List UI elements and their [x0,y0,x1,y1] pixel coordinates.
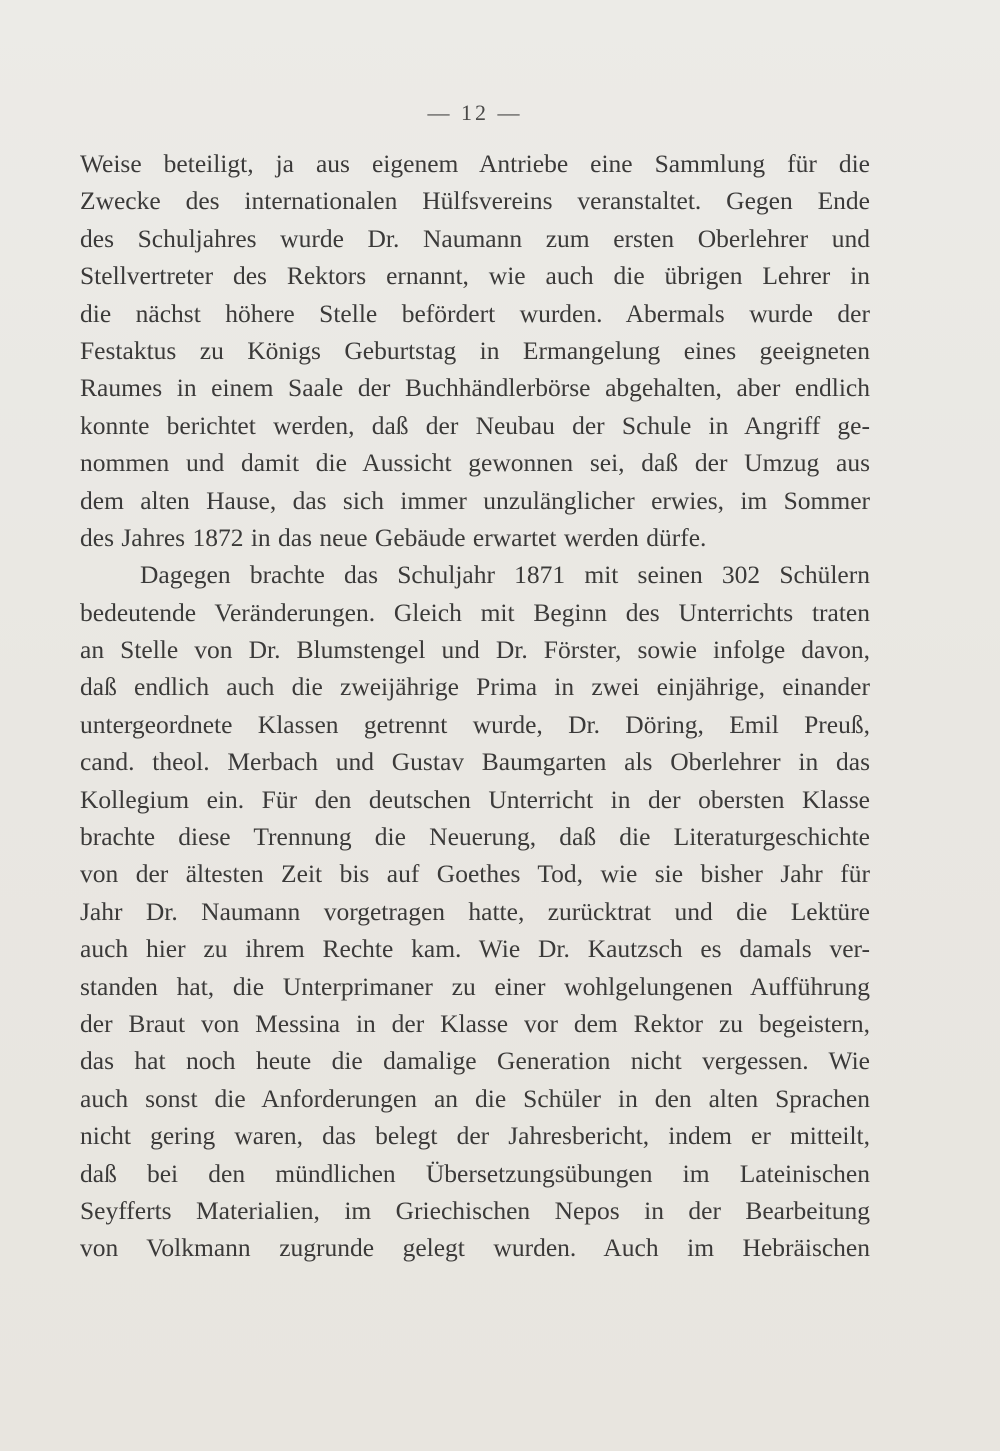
text-line: Stellvertreter des Rektors ernannt, wie auch die übrigen Lehrer in [80,261,870,291]
text-line: Zwecke des internationalen Hülfsvereins veranstaltet. Gegen Ende [80,186,870,216]
text-line: der Braut von Messina in der Klasse vor dem Rektor zu begeistern, [80,1008,870,1038]
paragraph-end-line: des Jahres 1872 in das neue Gebäude erwartet werden dürfe. [80,522,707,552]
text-line: Festaktus zu Königs Geburtstag in Ermangelung eines geeigneten [80,335,870,365]
text-line: standen hat, die Unterprimaner zu einer wohlgelungenen Aufführung [80,971,870,1001]
text-line: cand. theol. Merbach und Gustav Baumgarten als Oberlehrer in das [80,747,870,777]
text-line: untergeordnete Klassen getrennt wurde, Dr. Döring, Emil Preuß, [80,709,870,739]
text-line: daß endlich auch die zweijährige Prima in zwei einjährige, einander [80,672,870,702]
text-line: das hat noch heute die damalige Generation nicht vergessen. Wie [80,1046,870,1076]
text-line: die nächst höhere Stelle befördert wurden. Abermals wurde der [80,298,870,328]
paragraph-start-line: Dagegen brachte das Schuljahr 1871 mit seinen 302 Schülern [140,560,870,590]
body-text [80,145,870,1267]
text-line: daß bei den mündlichen Übersetzungsübungen im Lateinischen [80,1158,870,1188]
text-line: bedeutende Veränderungen. Gleich mit Beginn des Unterrichts traten [80,597,870,627]
text-line: von Volkmann zugrunde gelegt wurden. Auch im Hebräischen [80,1233,870,1263]
page-number: — 12 — [427,100,523,125]
text-line: auch sonst die Anforderungen an die Schüler in den alten Sprachen [80,1083,870,1113]
text-line: Raumes in einem Saale der Buchhändlerbörse abgehalten, aber endlich [80,373,870,403]
text-line: brachte diese Trennung die Neuerung, daß die Literaturgeschichte [80,822,870,852]
text-line: von der ältesten Zeit bis auf Goethes Tod, wie sie bisher Jahr für [80,859,870,889]
text-line: Jahr Dr. Naumann vorgetragen hatte, zurücktrat und die Lektüre [80,896,870,926]
text-line: nicht gering waren, das belegt der Jahresbericht, indem er mitteilt, [80,1121,870,1151]
text-line: Seyfferts Materialien, im Griechischen Nepos in der Bearbeitung [80,1195,870,1225]
text-line: nommen und damit die Aussicht gewonnen sei, daß der Umzug aus [80,448,870,478]
text-line: an Stelle von Dr. Blumstengel und Dr. Förster, sowie infolge davon, [80,635,870,665]
text-line: des Schuljahres wurde Dr. Naumann zum ersten Oberlehrer und [80,223,870,253]
text-line: dem alten Hause, das sich immer unzulänglicher erwies, im Sommer [80,485,870,515]
text-line: Weise beteiligt, ja aus eigenem Antriebe eine Sammlung für die [80,149,870,178]
text-line: auch hier zu ihrem Rechte kam. Wie Dr. Kautzsch es damals ver- [80,934,870,964]
text-line: Kollegium ein. Für den deutschen Unterricht in der obersten Klasse [80,784,870,814]
text-line: konnte berichtet werden, daß der Neubau der Schule in Angriff ge- [80,410,870,440]
